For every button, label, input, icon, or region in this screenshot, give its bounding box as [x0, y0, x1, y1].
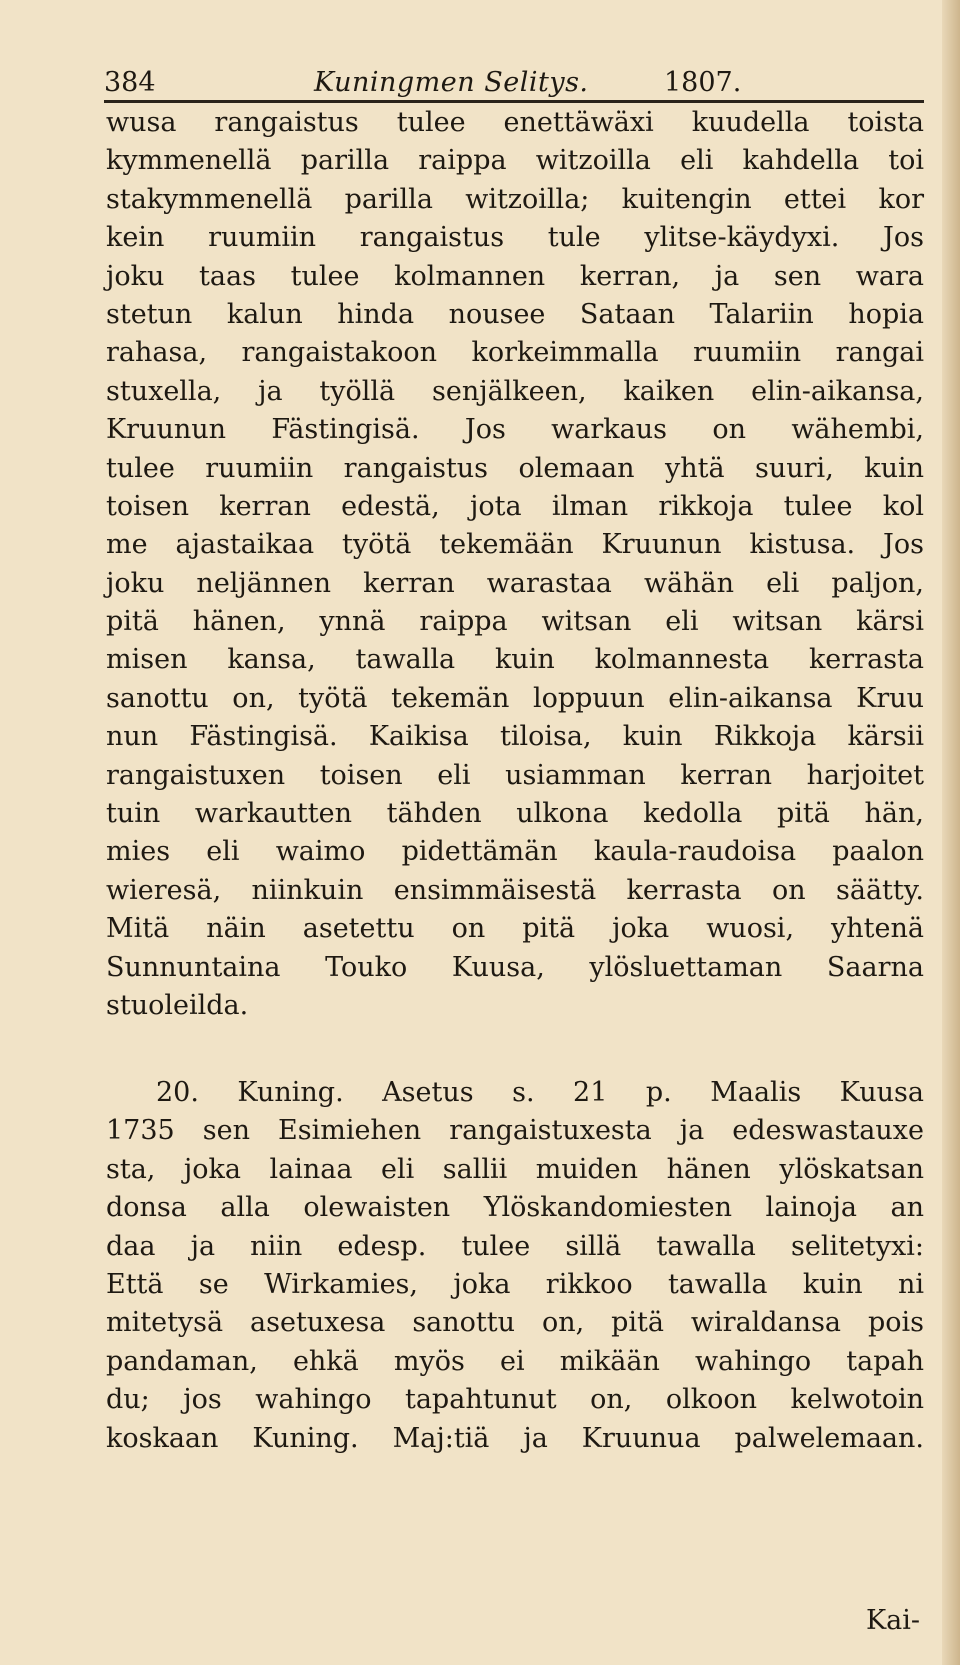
- text-line: wieresä, niinkuin ensimmäisestä kerrasta on säätty.: [106, 874, 924, 906]
- text-line: Mitä näin asetettu on pitä joka wuosi, yhtenä: [106, 913, 924, 945]
- text-line: daa ja niin edesp. tulee sillä tawalla selitetyxi:: [106, 1230, 924, 1262]
- text-line: du; jos wahingo tapahtunut on, olkoon kelwotoin: [106, 1384, 924, 1416]
- page-header: [104, 66, 924, 100]
- header-year: 1807.: [664, 67, 742, 98]
- text-line: rahasa, rangaistakoon korkeimmalla ruumiin rangai: [106, 337, 924, 369]
- text-line: rangaistuxen toisen eli usiamman kerran harjoitet: [106, 759, 924, 791]
- text-line: tulee ruumiin rangaistus olemaan yhtä suuri, kuin: [106, 452, 924, 484]
- text-line: pandaman, ehkä myös ei mikään wahingo tapah: [106, 1345, 924, 1377]
- text-line: sta, joka lainaa eli sallii muiden hänen ylöskatsan: [106, 1153, 924, 1185]
- text-line: 20. Kuning. Asetus s. 21 p. Maalis Kuusa: [156, 1077, 924, 1108]
- paragraph-1: [106, 104, 924, 1025]
- text-line: 1735 sen Esimiehen rangaistuxesta ja edeswastauxe: [106, 1115, 924, 1147]
- running-title: Kuningmen Selitys.: [314, 67, 589, 98]
- text-line: Sunnuntaina Touko Kuusa, ylösluettaman Saarna: [106, 951, 924, 983]
- text-line: toisen kerran edestä, jota ilman rikkoja tulee kol: [106, 490, 924, 522]
- page-edge: [942, 0, 960, 1665]
- text-line: kymmenellä parilla raippa witzoilla eli kahdella toi: [106, 145, 924, 177]
- text-line: stetun kalun hinda nousee Sataan Talariin hopia: [106, 298, 924, 330]
- text-line: mies eli waimo pidettämän kaula-raudoisa paalon: [106, 836, 924, 868]
- text-line: mitetysä asetuxesa sanottu on, pitä wiraldansa pois: [106, 1307, 924, 1339]
- text-line: kein ruumiin rangaistus tule ylitse-käydyxi. Jos: [106, 222, 924, 254]
- text-line: sanottu on, työtä tekemän loppuun elin-aikansa Kruu: [106, 682, 924, 714]
- text-line: koskaan Kuning. Maj:tiä ja Kruunua palwelemaan.: [106, 1422, 924, 1454]
- text-line: pitä hänen, ynnä raippa witsan eli witsan kärsi: [106, 606, 924, 638]
- text-line: Että se Wirkamies, joka rikkoo tawalla kuin ni: [106, 1268, 924, 1300]
- text-line: stakymmenellä parilla witzoilla; kuitengin ettei kor: [106, 183, 924, 215]
- paragraph-2: [106, 1074, 924, 1458]
- text-line: joku taas tulee kolmannen kerran, ja sen wara: [106, 260, 924, 292]
- text-line: joku neljännen kerran warastaa wähän eli paljon,: [106, 567, 924, 599]
- text-line: stuxella, ja työllä senjälkeen, kaiken elin-aikansa,: [106, 375, 924, 407]
- text-line: wusa rangaistus tulee enettäwäxi kuudella toista: [106, 107, 924, 138]
- text-line: donsa alla olewaisten Ylöskandomiesten lainoja an: [106, 1192, 924, 1224]
- text-line: nun Fästingisä. Kaikisa tiloisa, kuin Rikkoja kärsii: [106, 721, 924, 753]
- text-line: Kruunun Fästingisä. Jos warkaus on wähembi,: [106, 414, 924, 446]
- text-line: me ajastaikaa työtä tekemään Kruunun kistusa. Jos: [106, 529, 924, 561]
- text-line: misen kansa, tawalla kuin kolmannesta kerrasta: [106, 644, 924, 676]
- page-number: 384: [104, 67, 156, 98]
- catchword: Kai-: [865, 1605, 920, 1636]
- header-rule: [104, 100, 924, 103]
- text-line: tuin warkautten tähden ulkona kedolla pitä hän,: [106, 798, 924, 830]
- text-line: stuoleilda.: [106, 989, 249, 1021]
